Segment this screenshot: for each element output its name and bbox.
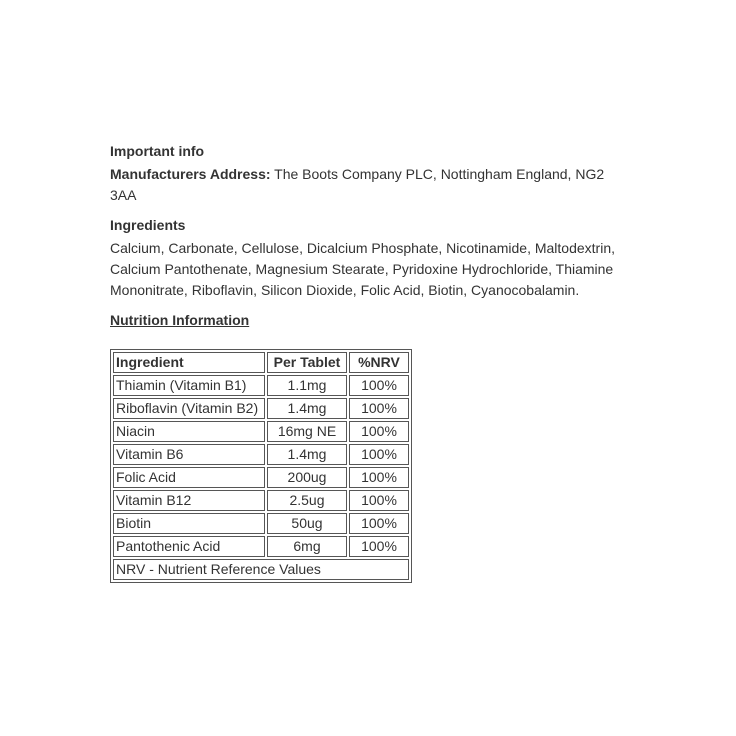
table-cell: 6mg: [267, 536, 347, 557]
table-cell: 100%: [349, 375, 409, 396]
table-cell: 100%: [349, 444, 409, 465]
table-row: [113, 467, 409, 488]
table-cell: 100%: [349, 513, 409, 534]
ingredients-heading: Ingredients: [110, 217, 186, 233]
table-cell: 100%: [349, 421, 409, 442]
table-cell: 1.1mg: [267, 375, 347, 396]
table-row: [113, 421, 409, 442]
table-cell: 100%: [349, 490, 409, 511]
table-cell: 200ug: [267, 467, 347, 488]
table-cell: 2.5ug: [267, 490, 347, 511]
table-body: [113, 375, 409, 580]
nutrition-information-heading: Nutrition Information: [110, 312, 250, 328]
table-cell: 100%: [349, 467, 409, 488]
nutrition-table: [110, 349, 412, 583]
table-cell: 100%: [349, 398, 409, 419]
table-cell: 1.4mg: [267, 444, 347, 465]
table-cell: Thiamin (Vitamin B1): [113, 375, 265, 396]
table-header-row: [113, 352, 409, 373]
table-header-cell: Ingredient: [113, 352, 265, 373]
table-row: [113, 444, 409, 465]
table-cell: Vitamin B6: [113, 444, 265, 465]
table-row: [113, 490, 409, 511]
table-cell: 100%: [349, 536, 409, 557]
table-cell: 1.4mg: [267, 398, 347, 419]
table-cell: Vitamin B12: [113, 490, 265, 511]
table-cell: Niacin: [113, 421, 265, 442]
table-cell: Biotin: [113, 513, 265, 534]
table-cell: Pantothenic Acid: [113, 536, 265, 557]
table-cell: Riboflavin (Vitamin B2): [113, 398, 265, 419]
table-row: [113, 375, 409, 396]
table-row: [113, 536, 409, 557]
table-row: [113, 513, 409, 534]
table-cell: 16mg NE: [267, 421, 347, 442]
table-footer-cell: NRV - Nutrient Reference Values: [113, 559, 409, 580]
manufacturers-address-value: The Boots Company PLC, Nottingham England, NG2 3AA: [110, 166, 605, 203]
important-info-heading: Important info: [110, 143, 205, 159]
table-header-cell: Per Tablet: [267, 352, 347, 373]
table-header-cell: %NRV: [349, 352, 409, 373]
ingredients-text: Calcium, Carbonate, Cellulose, Dicalcium Phosphate, Nicotinamide, Maltodextrin, Calcium Pantothenate, Magnesium Stearate, Pyridoxine Hydrochloride, Thiamine Mononitrate, Riboflavin, Silicon Dioxide, Folic Acid, Biotin, Cyanocobalamin.: [110, 240, 616, 298]
table-footer-row: [113, 559, 409, 580]
table-row: [113, 398, 409, 419]
manufacturers-address-label: Manufacturers Address:: [110, 166, 271, 182]
table-cell: 50ug: [267, 513, 347, 534]
table-cell: Folic Acid: [113, 467, 265, 488]
manufacturers-address: [110, 164, 634, 206]
product-info-page: [110, 141, 634, 583]
